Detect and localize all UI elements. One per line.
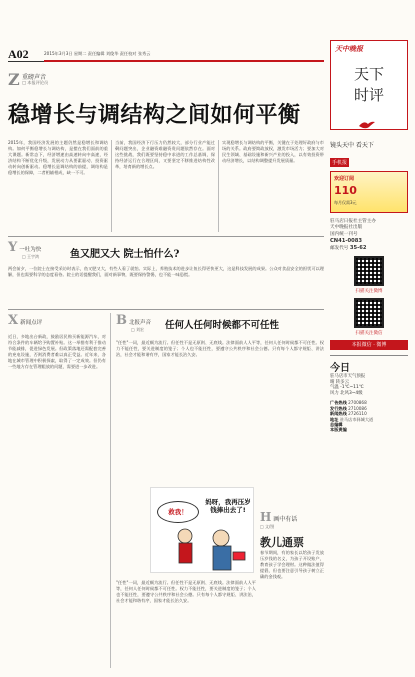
section-letter: Y	[8, 240, 18, 255]
section-author: □ 王宇鸿	[22, 254, 40, 259]
article5-body: 春节期间，有的家长以给孩子发放压岁钱的名义，为孩子开设账户，教育孩子学会理财。这种做法值得提倡，但也要注意引导孩子树立正确的金钱观。	[260, 550, 324, 579]
mobile-news-tag: 手机报	[332, 160, 348, 166]
column-title-line2: 时评	[353, 86, 384, 104]
publisher-org: 天中晚报社出版	[330, 225, 363, 231]
section-letter: X	[8, 313, 19, 328]
section-label-yituweikuai	[8, 240, 41, 255]
wechat-qr-code[interactable]	[354, 298, 384, 328]
weather-line: 驻马店市天气预报	[330, 374, 366, 380]
section-label-zhongbang	[8, 70, 68, 88]
post-code: 35-62	[349, 244, 367, 251]
weather-line: 气温 -1℃~11℃	[330, 385, 364, 391]
section-letter: B	[116, 313, 127, 328]
social-ad-banner[interactable]: 本报微信 · 微博	[330, 340, 408, 350]
lead-headline[interactable]: 稳增长与调结构之间如何平衡	[8, 102, 301, 128]
section-author: □ 文/图	[260, 524, 275, 529]
staff-item: 本版责编	[330, 427, 347, 433]
sidebar-section-title: 镜头天中 看天下	[330, 142, 374, 149]
weather-line: 晴 转多云	[330, 379, 349, 385]
section-name: 北报声音	[129, 320, 152, 326]
section-author: □ 本报评论员	[22, 80, 49, 85]
column-divider	[110, 313, 111, 668]
article3-body: 近日，多地出台新政，鼓励居民购买新能源汽车，对符合条件的车辆给予购置补贴。这一举措有利于推动节能减排，促进绿色发展。但政策落地还需配套完善的充电设施，否则消费者难以真正受益。近年来，各地在城市管理中积极探索，取得了一定成效。但仍有一些地方存在管理粗放的问题，需要进一步改进。	[8, 334, 106, 369]
bird-logo-icon	[358, 118, 376, 132]
weibo-qr-code[interactable]	[354, 256, 384, 286]
section-divider	[8, 236, 324, 237]
section-divider	[8, 309, 324, 310]
post-label: 邮发代号	[330, 245, 349, 251]
section-label	[260, 510, 324, 524]
section-huazhongyouhua	[260, 510, 324, 550]
section-name: 画中有话	[273, 516, 298, 523]
promo-number: 110	[334, 184, 357, 197]
column-title-line1: 天下	[353, 65, 384, 83]
section-label-xinwen	[8, 313, 42, 328]
article1-col3: 实现稳增长与调结构的平衡，关键在于处理好政府与市场的关系。政府要简政放权，激发市场活力；要加大对民生领域、基础设施和新兴产业的投入，以有效投资带动经济增长，以结构调整提升发展质量。	[222, 140, 324, 163]
page-number: A02	[8, 47, 29, 61]
article4-body-continued: "任性"一词，最近颇为流行。但任性不是无原则、无底线。法律面前人人平等，任何人任何时候都不可任性。权力不能任性，要关进制度的笼子；个人也不能任性，要遵守公共秩序和社会公德。只有每个人都守规矩、讲法治，社会才能和谐有序，国家才能长治久安。	[116, 580, 256, 603]
editorial-cartoon	[150, 487, 254, 573]
weather-box	[330, 355, 408, 396]
publisher: 驻马店日报社主管主办	[330, 219, 376, 224]
article4-body: "任性"一词，最近颇为流行。但任性不是无原则、无底线。法律面前人人平等，任何人任何时候都不可任性。权力不能任性，要关进制度的笼子；个人也不能任性，要遵守公共秩序和社会公德。只有每个人都守规矩、讲法治，社会才能和谐有序，国家才能长治久安。	[116, 340, 324, 357]
staff-item: 总编辑	[330, 422, 343, 428]
article2-title[interactable]: 鱼又肥又大 院士怕什么?	[70, 249, 180, 260]
promo-heading: 欢迎订阅	[334, 176, 355, 182]
cartoon-bubble: 救我！	[157, 501, 199, 523]
cn-number: CN41-0083	[330, 238, 362, 245]
promo-price: 每月仅需3元	[334, 200, 357, 205]
cn-label: 国内统一刊号	[330, 231, 358, 237]
weather-line: 风力 北风3~4级	[330, 390, 363, 396]
section-name: 一吐为快	[19, 247, 42, 253]
staff-item: 新闻热线 2726110	[330, 411, 367, 417]
article5-title[interactable]: 教儿通票	[260, 536, 304, 549]
publisher-info	[330, 219, 408, 252]
section-name: 新闻点评	[20, 320, 43, 326]
section-name: 重磅声音	[22, 74, 47, 81]
weather-day: 今日	[330, 363, 350, 375]
article2-body: 两会前夕，一位院士在接受采访时表示，鱼又肥又大，有些人看了就怕。实际上，养殖技术的进步让鱼长得更快更大，这是科技发展的成果。公众对食品安全的担忧可以理解，但也需要科学的态度看待。院士的话提醒我们，面对新事物，既要保持警惕，也不能一味恐慌。	[8, 266, 324, 277]
staff-list	[330, 400, 408, 432]
section-author: □ 刘宏	[131, 327, 145, 332]
section-letter: Z	[8, 70, 20, 89]
wechat-qr-label: 扫描关注微信	[355, 331, 383, 337]
article4-title[interactable]: 任何人任何时候都不可任性	[165, 320, 280, 331]
brand-logo: 天中晚报	[335, 45, 363, 53]
column-divider	[218, 140, 219, 232]
masthead-column	[330, 40, 408, 130]
column-divider	[111, 140, 112, 232]
sidebar	[330, 140, 408, 433]
masthead-box	[330, 40, 408, 130]
page-header	[8, 47, 324, 62]
subscription-promo[interactable]	[330, 171, 408, 213]
header-rule	[44, 60, 324, 62]
section-label-beibao	[116, 313, 151, 328]
staff-item: 发行热线 2710086	[330, 405, 367, 411]
section-letter: H	[260, 510, 272, 524]
cartoon-caption: 妈呀，我再压岁钱捧出去了!	[205, 498, 251, 514]
staff-item: 地址 驻马店市驿城大道	[330, 416, 374, 422]
staff-item: 广告热线 2700868	[330, 400, 367, 406]
article1-col2: 当前，我国经济下行压力仍然较大，部分行业产能过剩问题突出，企业融资难融资贵问题依然存在。面对这些挑战，我们既要坚持稳中求进的工作总基调，保持经济运行在合理区间，又要坚定不移推进结构性改革，培育新的增长点。	[115, 140, 215, 169]
cartoon-figures-icon	[171, 526, 251, 572]
article1-col1: 2015年，我国经济发展的主题仍然是稳增长和调结构。如何平衡稳增长与调结构，是摆在我们面前的重大课题。新常态下，经济增速由高速转向中高速，经济结构不断优化升级，发展动力从要素驱动、投资驱动转向创新驱动。稳增长是调结构的前提，调结构是稳增长的保障，二者相辅相成，缺一不可。	[8, 140, 108, 175]
page-meta: 2015年3月3日 星期二 责任编辑 刘俊华 责任校对 张秀云	[44, 51, 151, 56]
weibo-qr-label: 扫描关注微博	[355, 289, 383, 295]
